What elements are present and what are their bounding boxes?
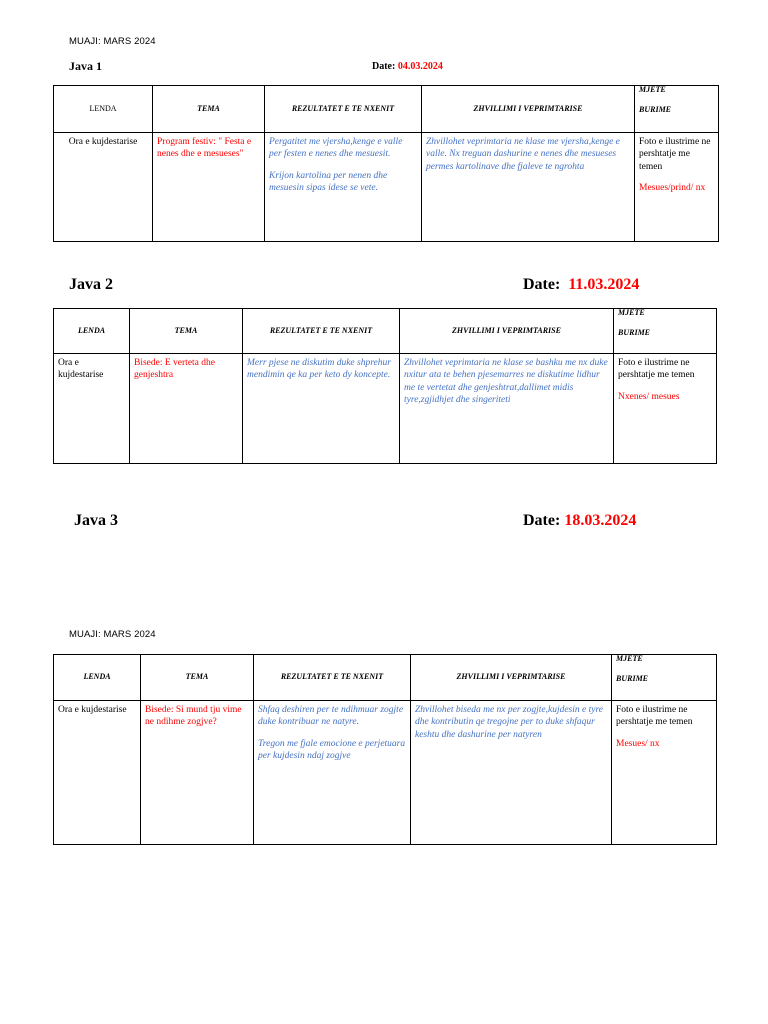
mjete-text: Foto e ilustrime ne pershtatje me temen (618, 358, 695, 381)
week-2-date (523, 276, 639, 294)
cell-zhvillimi: Zhvillohet biseda me nx per zogjte,kujdesin e tyre dhe kontributin qe tregojne per to duke shfaqur keshtu dhe dashurine per natyren (411, 701, 612, 845)
header-lenda: LENDA (54, 86, 153, 133)
header-lenda: LENDA (54, 655, 141, 701)
header-rezultatet: REZULTATET E TE NXENIT (243, 309, 400, 354)
month-label: MUAJI: MARS 2024 (69, 36, 156, 47)
week-3-table (53, 654, 717, 845)
cell-rezultatet (254, 701, 411, 845)
table-header-row (54, 309, 717, 354)
cell-rezultatet: Merr pjese ne diskutim duke shprehur mendimin qe ka per keto dy koncepte. (243, 354, 400, 464)
header-rezultatet: REZULTATET E TE NXENIT (265, 86, 422, 133)
header-mjete: MJETE (639, 85, 666, 94)
table-header-row (54, 655, 717, 701)
header-mjete: MJETE (616, 654, 643, 663)
week-1-title: Java 1 (69, 59, 102, 73)
header-burime: BURIME (639, 105, 672, 115)
header-rezultatet: REZULTATET E TE NXENIT (254, 655, 411, 701)
header-tema: TEMA (153, 86, 265, 133)
date-value: 18.03.2024 (564, 512, 637, 529)
header-zhvillimi: ZHVILLIMI I VEPRIMTARISE (400, 309, 614, 354)
week-1-date (372, 61, 443, 72)
header-zhvillimi: ZHVILLIMI I VEPRIMTARISE (411, 655, 612, 701)
cell-mjete (635, 133, 719, 242)
table-row (54, 354, 717, 464)
cell-lenda: Ora e kujdestarise (54, 133, 153, 242)
header-zhvillimi: ZHVILLIMI I VEPRIMTARISE (422, 86, 635, 133)
rezultatet-text-2: Tregon me fjale emocione e perjetuara per kujdesin ndaj zogjve (258, 738, 406, 762)
header-tema: TEMA (141, 655, 254, 701)
cell-mjete (612, 701, 717, 845)
header-mjete-burime (612, 655, 717, 701)
burime-text: Mesues/prind/ nx (639, 183, 706, 194)
week-3-date (523, 512, 636, 530)
header-mjete-burime (614, 309, 717, 354)
cell-rezultatet (265, 133, 422, 242)
mjete-text: Foto e ilustrime ne pershtatje me temen (616, 705, 693, 728)
cell-tema: Program festiv: " Festa e nenes dhe e mesueses" (153, 133, 265, 242)
week-2-title: Java 2 (69, 276, 113, 293)
date-label: Date: (523, 512, 561, 529)
header-lenda: LENDA (54, 309, 130, 354)
table-row (54, 133, 719, 242)
header-burime: BURIME (616, 674, 649, 684)
cell-tema: Bisede: Si mund tju vime ne ndihme zogjve? (141, 701, 254, 845)
cell-lenda: Ora e kujdestarise (54, 701, 141, 845)
rezultatet-text-2: Krijon kartolina per nenen dhe mesuesin sipas idese se vete. (269, 170, 388, 194)
cell-zhvillimi: Zhvillohet veprimtaria ne klase se bashku me nx duke nxitur ata te behen pjesemarres ne diskutime lidhur me te vertetat dhe genjeshtrat,dallimet midis tyre,zgjidhjet dhe singeriteti (400, 354, 614, 464)
rezultatet-text-1: Pergatitet me vjersha,kenge e valle per festen e nenes dhe mesuesit. (269, 137, 403, 160)
burime-text: Mesues/ nx (616, 738, 660, 749)
cell-tema: Bisede: E verteta dhe genjeshtra (130, 354, 243, 464)
mjete-text: Foto e ilustrime ne pershtatje me temen (639, 137, 711, 172)
header-mjete: MJETE (618, 308, 645, 317)
header-burime: BURIME (618, 328, 651, 338)
header-mjete-burime (635, 86, 719, 133)
cell-mjete (614, 354, 717, 464)
week-1-table (53, 85, 719, 242)
date-label: Date: (372, 61, 396, 72)
month-label: MUAJI: MARS 2024 (69, 629, 156, 640)
table-row (54, 701, 717, 845)
cell-lenda: Ora e kujdestarise (54, 354, 130, 464)
date-value: 04.03.2024 (397, 61, 443, 72)
burime-text: Nxenes/ mesues (618, 391, 680, 402)
date-label: Date: (523, 276, 561, 293)
week-3-title: Java 3 (74, 512, 118, 529)
rezultatet-text-1: Shfaq deshiren per te ndihmuar zogjte duke kontribuar ne natyre. (258, 705, 404, 728)
table-header-row (54, 86, 719, 133)
header-tema: TEMA (130, 309, 243, 354)
week-2-table (53, 308, 717, 464)
cell-zhvillimi: Zhvillohet veprimtaria ne klase me vjersha,kenge e valle. Nx treguan dashurine e nenes dhe mesueses permes kartolinave dhe fjaleve te ngrohta (422, 133, 635, 242)
date-value: 11.03.2024 (568, 276, 640, 293)
